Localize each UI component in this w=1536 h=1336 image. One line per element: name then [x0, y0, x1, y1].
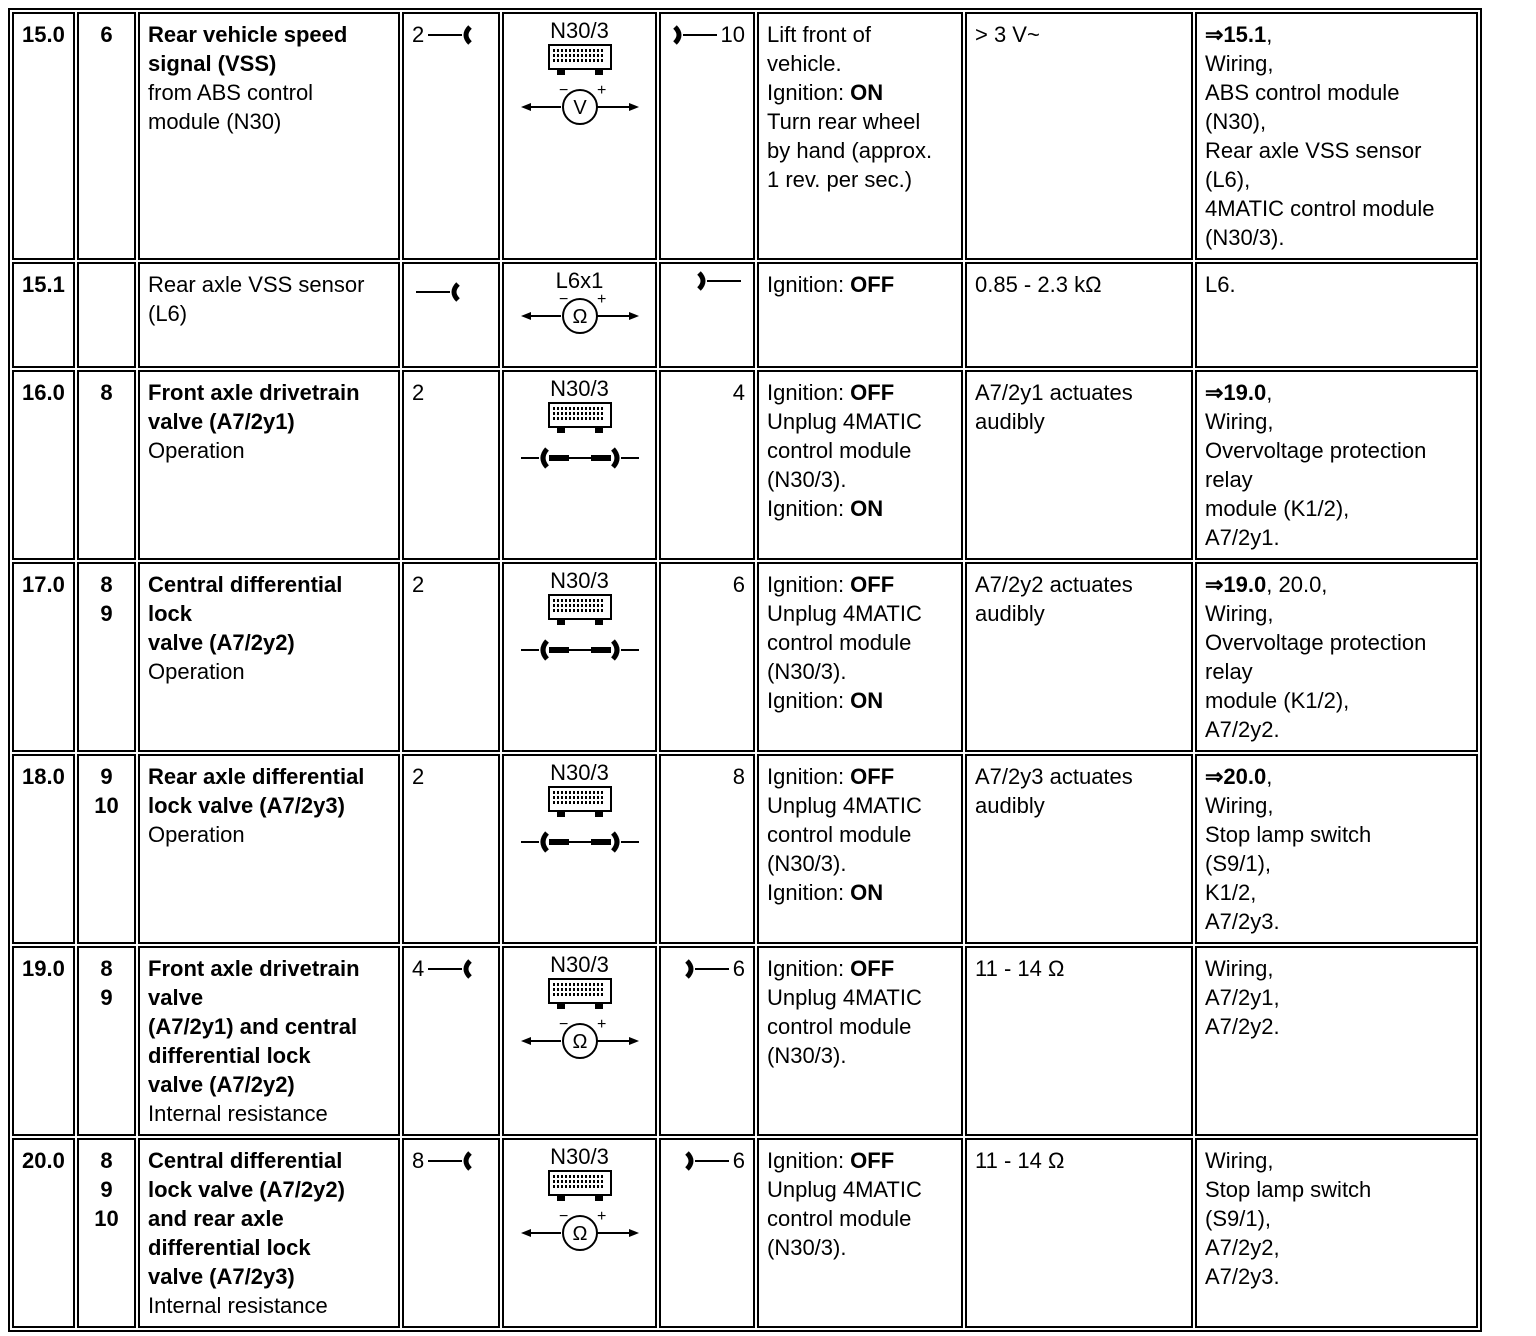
jumper-wire-icon [521, 827, 639, 857]
fault-code: 10 [94, 1206, 119, 1231]
test-description [138, 946, 400, 1136]
jack-left-icon [428, 1150, 474, 1172]
condition-line: (N30/3). [767, 1043, 847, 1068]
possible-cause-remedy [1195, 1138, 1478, 1328]
test-conditions [757, 370, 963, 560]
svg-text:Ω: Ω [572, 1031, 587, 1053]
remedy-text: ⇒15.1, Wiring, ABS control module (N30), Rear axle VSS sensor (L6), 4MATIC control module (N30/3). [1205, 22, 1468, 252]
fault-codes-cell [77, 1138, 136, 1328]
remedy-line: A7/2y3. [1205, 909, 1280, 934]
jack-right-icon [671, 24, 717, 46]
test-conditions [757, 754, 963, 944]
remedy-line: Wiring, [1205, 601, 1274, 626]
connection-symbol [502, 370, 657, 560]
condition-line: Ignition: OFF [767, 956, 895, 981]
remedy-line: relay [1205, 467, 1253, 492]
remedy-line: ABS control module [1205, 80, 1400, 105]
condition-line: (N30/3). [767, 851, 847, 876]
test-title-line: Central differential [148, 572, 343, 597]
test-conditions [757, 12, 963, 260]
remedy-line: L6. [1205, 272, 1236, 297]
jack-right-icon [695, 270, 741, 292]
test-conditions [757, 562, 963, 752]
possible-cause-remedy [1195, 370, 1478, 560]
jack-left-icon [416, 281, 462, 303]
table-row [12, 754, 1478, 944]
connection-symbol [502, 262, 657, 368]
meter-icon [521, 294, 639, 334]
connector-icon [547, 402, 613, 436]
fault-code: 8 [100, 1148, 113, 1173]
condition-line: 1 rev. per sec.) [767, 167, 913, 192]
connector-label: L6x1 [555, 268, 604, 293]
condition-line: (N30/3). [767, 659, 847, 684]
pin-right-cell [659, 1138, 755, 1328]
possible-cause-remedy [1195, 562, 1478, 752]
condition-line: Turn rear wheel [767, 109, 921, 134]
remedy-link[interactable]: ⇒20.0 [1205, 764, 1267, 789]
connector-label: N30/3 [550, 760, 609, 785]
test-detail-line: module (N30) [148, 109, 282, 134]
condition-line: Ignition: OFF [767, 1148, 895, 1173]
condition-line: control module [767, 1014, 912, 1039]
connector-icon [547, 978, 613, 1012]
remedy-line: Overvoltage protection [1205, 438, 1427, 463]
test-title-line: Front axle drivetrain [148, 956, 360, 981]
test-title-line: lock [148, 601, 193, 626]
connection-symbol [502, 12, 657, 260]
table-body [12, 12, 1478, 1328]
test-detail-line: Operation [148, 659, 245, 684]
condition-line: Ignition: OFF [767, 380, 895, 405]
test-title-line: Central differential [148, 1148, 343, 1173]
remedy-text: ⇒20.0, Wiring, Stop lamp switch (S9/1), K1/2, A7/2y3. [1205, 764, 1468, 936]
remedy-line: module (K1/2), [1205, 688, 1350, 713]
svg-text:−: − [558, 85, 568, 99]
test-detail-line: Operation [148, 822, 245, 847]
test-title-line: valve (A7/2y1) [148, 409, 295, 434]
connector-icon [547, 594, 613, 628]
meter-icon [521, 1019, 639, 1059]
fault-code: 8 [100, 380, 113, 405]
pin-left-cell [402, 1138, 500, 1328]
nominal-value: 11 - 14 Ω [965, 1138, 1193, 1328]
condition-line: (N30/3). [767, 1235, 847, 1260]
pin-right-cell [659, 12, 755, 260]
connection-symbol [502, 1138, 657, 1328]
test-detail-line: from ABS control [148, 80, 314, 105]
jack-left-icon [428, 958, 474, 980]
pin-left-cell [402, 754, 500, 944]
table-row [12, 1138, 1478, 1328]
test-conditions [757, 262, 963, 368]
meter-icon [521, 85, 639, 125]
jack-right-icon [683, 1150, 729, 1172]
condition-line: Unplug 4MATIC [767, 409, 922, 434]
pin-right: 6 [732, 1148, 745, 1173]
condition-line: Ignition: ON [767, 496, 884, 521]
remedy-line: Wiring, [1205, 956, 1274, 981]
test-title-line: Rear vehicle speed [148, 22, 348, 47]
remedy-line: (L6), [1205, 167, 1251, 192]
pin-left: 2 [412, 572, 425, 597]
fault-codes-cell [77, 12, 136, 260]
condition-line: Ignition: OFF [767, 764, 895, 789]
pin-left: 2 [412, 764, 425, 789]
test-detail-line: (L6) [148, 301, 188, 326]
table-row [12, 12, 1478, 260]
step-number: 19.0 [12, 946, 75, 1136]
possible-cause-remedy [1195, 262, 1478, 368]
remedy-line: A7/2y2. [1205, 1014, 1280, 1039]
pin-right: 6 [732, 956, 745, 981]
pin-right: 10 [720, 22, 745, 47]
connector-label: N30/3 [550, 376, 609, 401]
remedy-line: (S9/1), [1205, 1206, 1272, 1231]
svg-text:+: + [596, 1019, 606, 1033]
test-title-line: and rear axle [148, 1206, 284, 1231]
pin-right: 6 [732, 572, 745, 597]
test-detail-line: Operation [148, 438, 245, 463]
remedy-line: Wiring, [1205, 409, 1274, 434]
fault-codes-cell [77, 754, 136, 944]
pin-right-cell [659, 262, 755, 368]
possible-cause-remedy [1195, 12, 1478, 260]
remedy-line: Stop lamp switch [1205, 1177, 1372, 1202]
pin-right-cell [659, 370, 755, 560]
step-number: 20.0 [12, 1138, 75, 1328]
pin-left-cell [402, 12, 500, 260]
test-title-line: valve [148, 985, 204, 1010]
connector-label: N30/3 [550, 952, 609, 977]
pin-right: 4 [732, 380, 745, 405]
condition-line: Unplug 4MATIC [767, 793, 922, 818]
jack-left-icon [428, 24, 474, 46]
fault-code: 8 [100, 956, 113, 981]
possible-cause-remedy [1195, 754, 1478, 944]
step-number: 17.0 [12, 562, 75, 752]
pin-left-cell [402, 562, 500, 752]
test-title-line: (A7/2y1) and central [148, 1014, 358, 1039]
svg-text:+: + [596, 1211, 606, 1225]
pin-left: 4 [412, 956, 425, 981]
fault-code: 9 [100, 764, 113, 789]
fault-code: 9 [100, 1177, 113, 1202]
remedy-line: (N30), [1205, 109, 1267, 134]
remedy-line: 4MATIC control module [1205, 196, 1435, 221]
svg-text:−: − [558, 294, 568, 308]
test-description [138, 12, 400, 260]
remedy-line: A7/2y1. [1205, 525, 1280, 550]
remedy-line: module (K1/2), [1205, 496, 1350, 521]
condition-line: control module [767, 1206, 912, 1231]
condition-line: vehicle. [767, 51, 842, 76]
fault-code: 9 [100, 985, 113, 1010]
test-title-line: valve (A7/2y2) [148, 1072, 295, 1097]
test-title-line: valve (A7/2y2) [148, 630, 295, 655]
pin-left: 2 [412, 22, 425, 47]
remedy-line: Rear axle VSS sensor [1205, 138, 1422, 163]
svg-text:−: − [558, 1019, 568, 1033]
meter-icon [521, 1211, 639, 1251]
test-detail-line: Internal resistance [148, 1101, 328, 1126]
nominal-value: > 3 V~ [965, 12, 1193, 260]
test-title-line: Rear axle differential [148, 764, 365, 789]
condition-line: Unplug 4MATIC [767, 1177, 922, 1202]
remedy-text [1205, 1146, 1468, 1291]
connector-label: N30/3 [550, 1144, 609, 1169]
test-title-line: signal (VSS) [148, 51, 277, 76]
nominal-value: A7/2y1 actuates audibly [965, 370, 1193, 560]
test-description [138, 562, 400, 752]
fault-code: 8 [100, 572, 113, 597]
remedy-text: ⇒19.0, Wiring, Overvoltage protection relay module (K1/2), A7/2y1. [1205, 380, 1468, 552]
condition-line: control module [767, 630, 912, 655]
connector-icon [547, 44, 613, 78]
remedy-line: A7/2y3. [1205, 1264, 1280, 1289]
remedy-line: (N30/3). [1205, 225, 1285, 250]
remedy-line: relay [1205, 659, 1253, 684]
test-title-line: valve (A7/2y3) [148, 1264, 295, 1289]
condition-line: (N30/3). [767, 467, 847, 492]
condition-line: Unplug 4MATIC [767, 985, 922, 1010]
remedy-line: A7/2y1, [1205, 985, 1280, 1010]
table-row [12, 946, 1478, 1136]
nominal-value: A7/2y2 actuates audibly [965, 562, 1193, 752]
fault-codes-cell [77, 946, 136, 1136]
pin-right: 8 [732, 764, 745, 789]
test-title-line: Front axle drivetrain [148, 380, 360, 405]
remedy-line: Wiring, [1205, 1148, 1274, 1173]
remedy-text [1205, 954, 1468, 1041]
condition-line: Ignition: ON [767, 880, 884, 905]
remedy-text [1205, 270, 1468, 299]
jumper-wire-icon [521, 443, 639, 473]
diagnostic-test-table [8, 8, 1482, 1332]
test-description [138, 262, 400, 368]
table-row [12, 262, 1478, 368]
test-conditions [757, 946, 963, 1136]
pin-left-cell [402, 262, 500, 368]
table-row [12, 562, 1478, 752]
pin-right-cell [659, 754, 755, 944]
remedy-text: ⇒19.0, 20.0, Wiring, Overvoltage protection relay module (K1/2), A7/2y2. [1205, 572, 1468, 744]
fault-code: 6 [100, 22, 113, 47]
condition-line: Lift front of [767, 22, 871, 47]
remedy-line: A7/2y2. [1205, 717, 1280, 742]
remedy-line: Wiring, [1205, 793, 1274, 818]
condition-line: by hand (approx. [767, 138, 933, 163]
connector-label: N30/3 [550, 18, 609, 43]
remedy-link[interactable]: ⇒19.0 [1205, 572, 1267, 597]
condition-line: Ignition: OFF [767, 572, 895, 597]
remedy-line: K1/2, [1205, 880, 1257, 905]
remedy-link[interactable]: ⇒15.1 [1205, 22, 1267, 47]
test-conditions [757, 1138, 963, 1328]
fault-codes-cell [77, 562, 136, 752]
remedy-line: A7/2y2, [1205, 1235, 1280, 1260]
nominal-value: A7/2y3 actuates audibly [965, 754, 1193, 944]
remedy-line: Wiring, [1205, 51, 1274, 76]
condition-line: Unplug 4MATIC [767, 601, 922, 626]
pin-left-cell [402, 370, 500, 560]
test-title-line: lock valve (A7/2y3) [148, 793, 345, 818]
jack-right-icon [683, 958, 729, 980]
step-number: 15.1 [12, 262, 75, 368]
test-detail-line: Internal resistance [148, 1293, 328, 1318]
step-number: 16.0 [12, 370, 75, 560]
remedy-line: Overvoltage protection [1205, 630, 1427, 655]
svg-text:+: + [596, 85, 606, 99]
svg-text:Ω: Ω [572, 1223, 587, 1245]
connection-symbol [502, 754, 657, 944]
pin-left: 8 [412, 1148, 425, 1173]
condition-line: Ignition: ON [767, 80, 884, 105]
condition-line: control module [767, 822, 912, 847]
pin-left-cell [402, 946, 500, 1136]
pin-left: 2 [412, 380, 425, 405]
step-number: 18.0 [12, 754, 75, 944]
test-title-line: differential lock [148, 1043, 311, 1068]
condition-line: control module [767, 438, 912, 463]
possible-cause-remedy [1195, 946, 1478, 1136]
test-title-line: differential lock [148, 1235, 311, 1260]
fault-codes-cell [77, 370, 136, 560]
remedy-line: (S9/1), [1205, 851, 1272, 876]
svg-text:V: V [572, 97, 587, 119]
test-description [138, 754, 400, 944]
svg-text:Ω: Ω [572, 306, 587, 328]
pin-right-cell [659, 946, 755, 1136]
fault-code: 10 [94, 793, 119, 818]
connector-icon [547, 1170, 613, 1204]
fault-codes-cell [77, 262, 136, 368]
svg-text:−: − [558, 1211, 568, 1225]
connector-icon [547, 786, 613, 820]
pin-right-cell [659, 562, 755, 752]
condition-line: Ignition: ON [767, 688, 884, 713]
table-row [12, 370, 1478, 560]
remedy-link[interactable]: ⇒19.0 [1205, 380, 1267, 405]
test-description [138, 370, 400, 560]
jumper-wire-icon [521, 635, 639, 665]
connection-symbol [502, 946, 657, 1136]
nominal-value: 11 - 14 Ω [965, 946, 1193, 1136]
test-description [138, 1138, 400, 1328]
test-detail-line: Rear axle VSS sensor [148, 272, 365, 297]
nominal-value: 0.85 - 2.3 kΩ [965, 262, 1193, 368]
connection-symbol [502, 562, 657, 752]
test-title-line: lock valve (A7/2y2) [148, 1177, 345, 1202]
connector-label: N30/3 [550, 568, 609, 593]
svg-text:+: + [596, 294, 606, 308]
fault-code: 9 [100, 601, 113, 626]
remedy-line: Stop lamp switch [1205, 822, 1372, 847]
step-number: 15.0 [12, 12, 75, 260]
condition-line: Ignition: OFF [767, 272, 895, 297]
